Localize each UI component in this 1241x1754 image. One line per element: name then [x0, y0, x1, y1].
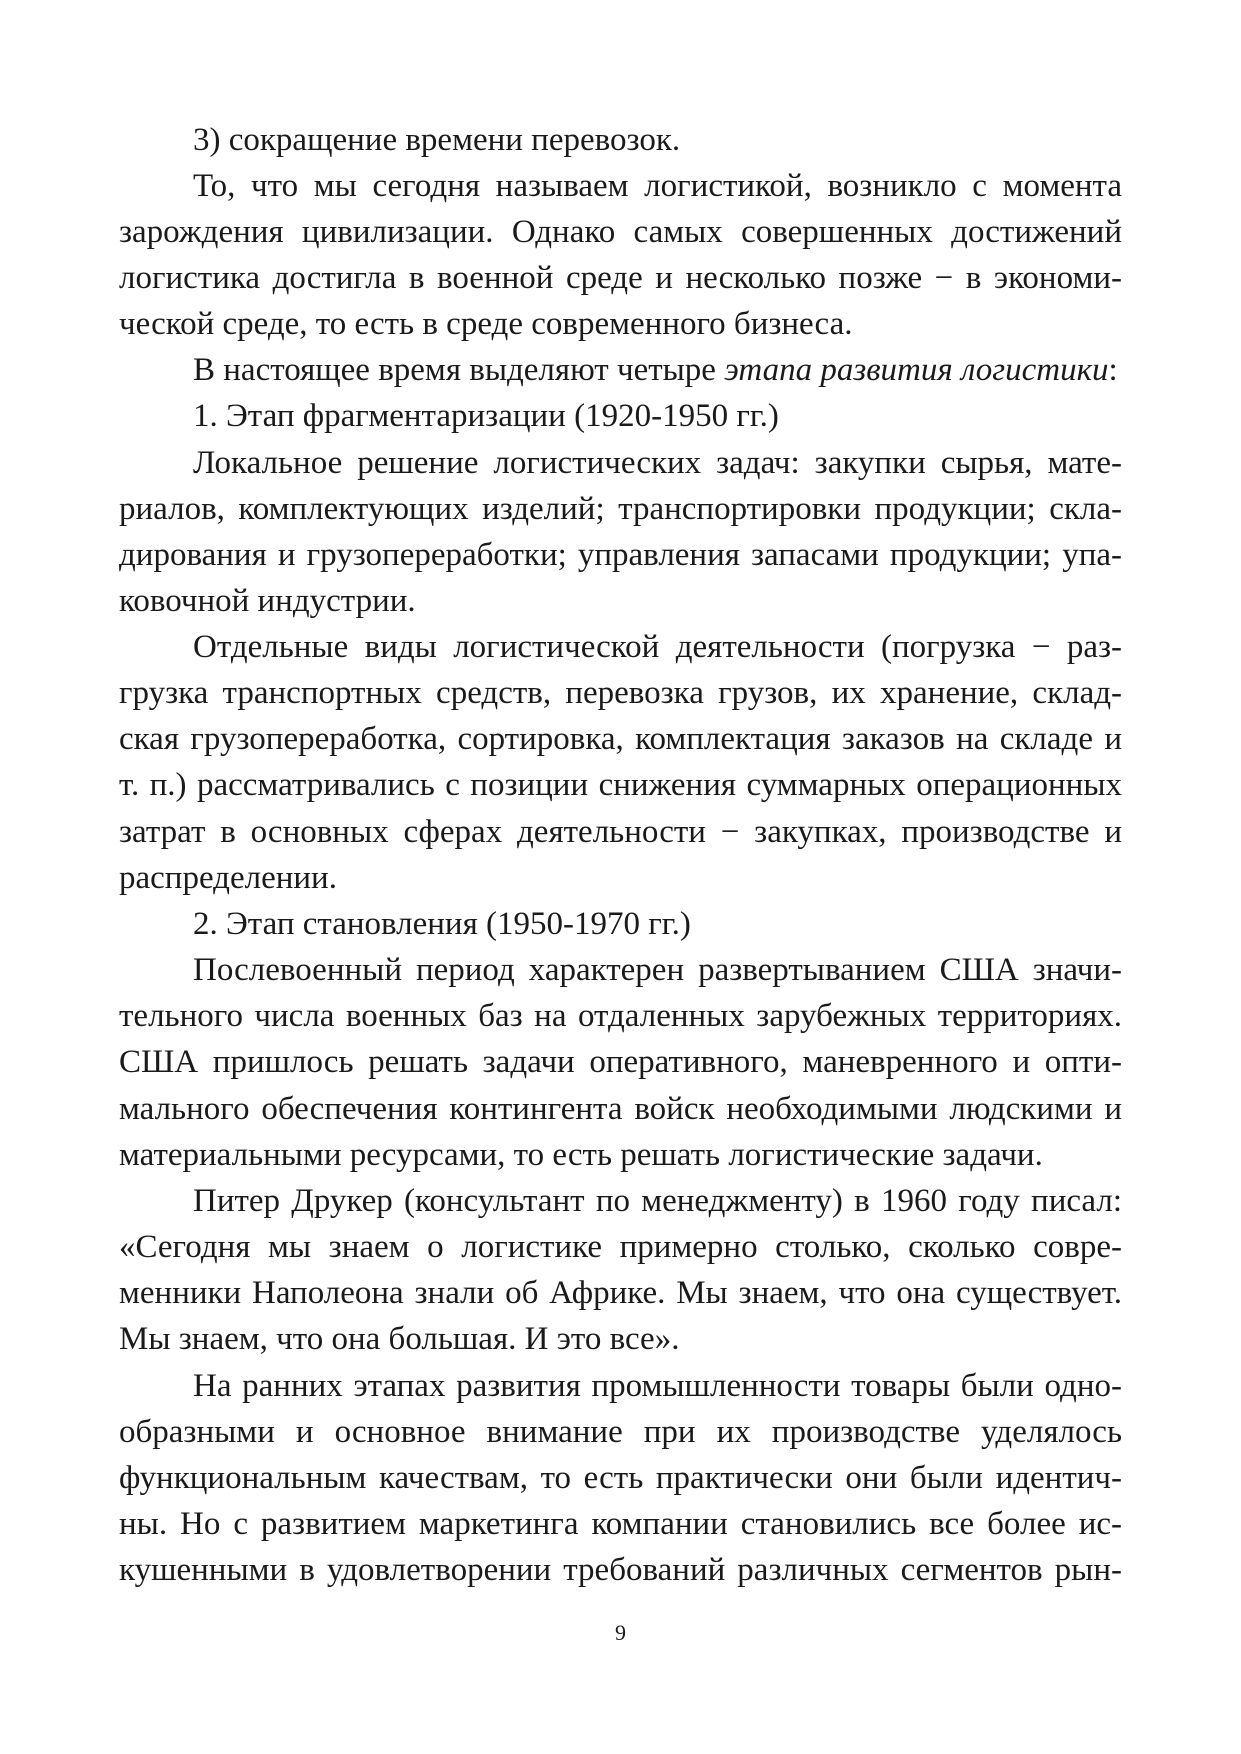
text-line: кушенными в удовлетворении требований различных сегментов рын-	[119, 1552, 1122, 1588]
section-heading: 2. Этап становления (1950-1970 гг.)	[193, 906, 691, 942]
text-line: То, что мы сегодня называем логистикой, возникло с момента	[193, 168, 1122, 204]
text-run: :	[1108, 352, 1118, 388]
text-line: США пришлось решать задачи оперативного, маневренного и опти-	[119, 1044, 1122, 1080]
text-line: ны. Но с развитием маркетинга компании становились все более ис-	[119, 1506, 1122, 1542]
text-line: «Сегодня мы знаем о логистике примерно столько, сколько совре-	[119, 1229, 1122, 1265]
text-line: ковочной индустрии.	[119, 583, 416, 619]
text-line: Мы знаем, что она большая. И это все».	[119, 1321, 680, 1357]
text-line: зарождения цивилизации. Однако самых совершенных достижений	[119, 214, 1122, 250]
italic-term: этапа развития логистики	[724, 352, 1109, 388]
text-line: Послевоенный период характерен развертыванием США значи-	[193, 952, 1122, 988]
text-line: ческой среде, то есть в среде современного бизнеса.	[119, 306, 853, 342]
text-line: образными и основное внимание при их производстве уделялось	[119, 1414, 1122, 1450]
text-line: 3) сокращение времени перевозок.	[193, 122, 681, 158]
text-line: тельного числа военных баз на отдаленных зарубежных территориях.	[119, 998, 1122, 1034]
text-line: Питер Друкер (консультант по менеджменту) в 1960 году писал:	[193, 1183, 1122, 1219]
text-line: логистика достигла в военной среде и несколько позже − в экономи-	[119, 260, 1122, 296]
text-run: В настоящее время выделяют четыре	[193, 352, 725, 388]
text-line: риалов, комплектующих изделий; транспортировки продукции; скла-	[119, 491, 1122, 527]
text-line: грузка транспортных средств, перевозка грузов, их хранение, склад-	[119, 675, 1122, 711]
text-line: функциональным качествам, то есть практически они были идентич-	[119, 1460, 1122, 1496]
page-number: 9	[615, 1620, 626, 1645]
section-heading: 1. Этап фрагментаризации (1920-1950 гг.)	[193, 398, 779, 434]
text-line: т. п.) рассматривались с позиции снижения суммарных операционных	[119, 767, 1122, 803]
text-line: ская грузопереработка, сортировка, комплектация заказов на складе и	[119, 721, 1122, 757]
text-line: дирования и грузопереработки; управления запасами продукции; упа-	[119, 537, 1122, 573]
text-line: мального обеспечения контингента войск необходимыми людскими и	[119, 1091, 1122, 1127]
text-line: Отдельные виды логистической деятельности (погрузка − раз-	[193, 629, 1122, 665]
text-line: материальными ресурсами, то есть решать логистические задачи.	[119, 1137, 1043, 1173]
text-line: На ранних этапах развития промышленности товары были одно-	[193, 1368, 1122, 1404]
text-line: менники Наполеона знали об Африке. Мы знаем, что она существует.	[119, 1275, 1122, 1311]
text-line: Локальное решение логистических задач: закупки сырья, мате-	[193, 445, 1122, 481]
text-line	[193, 347, 1122, 393]
text-line: затрат в основных сферах деятельности − закупках, производстве и	[119, 814, 1122, 850]
text-line: распределении.	[119, 860, 337, 896]
